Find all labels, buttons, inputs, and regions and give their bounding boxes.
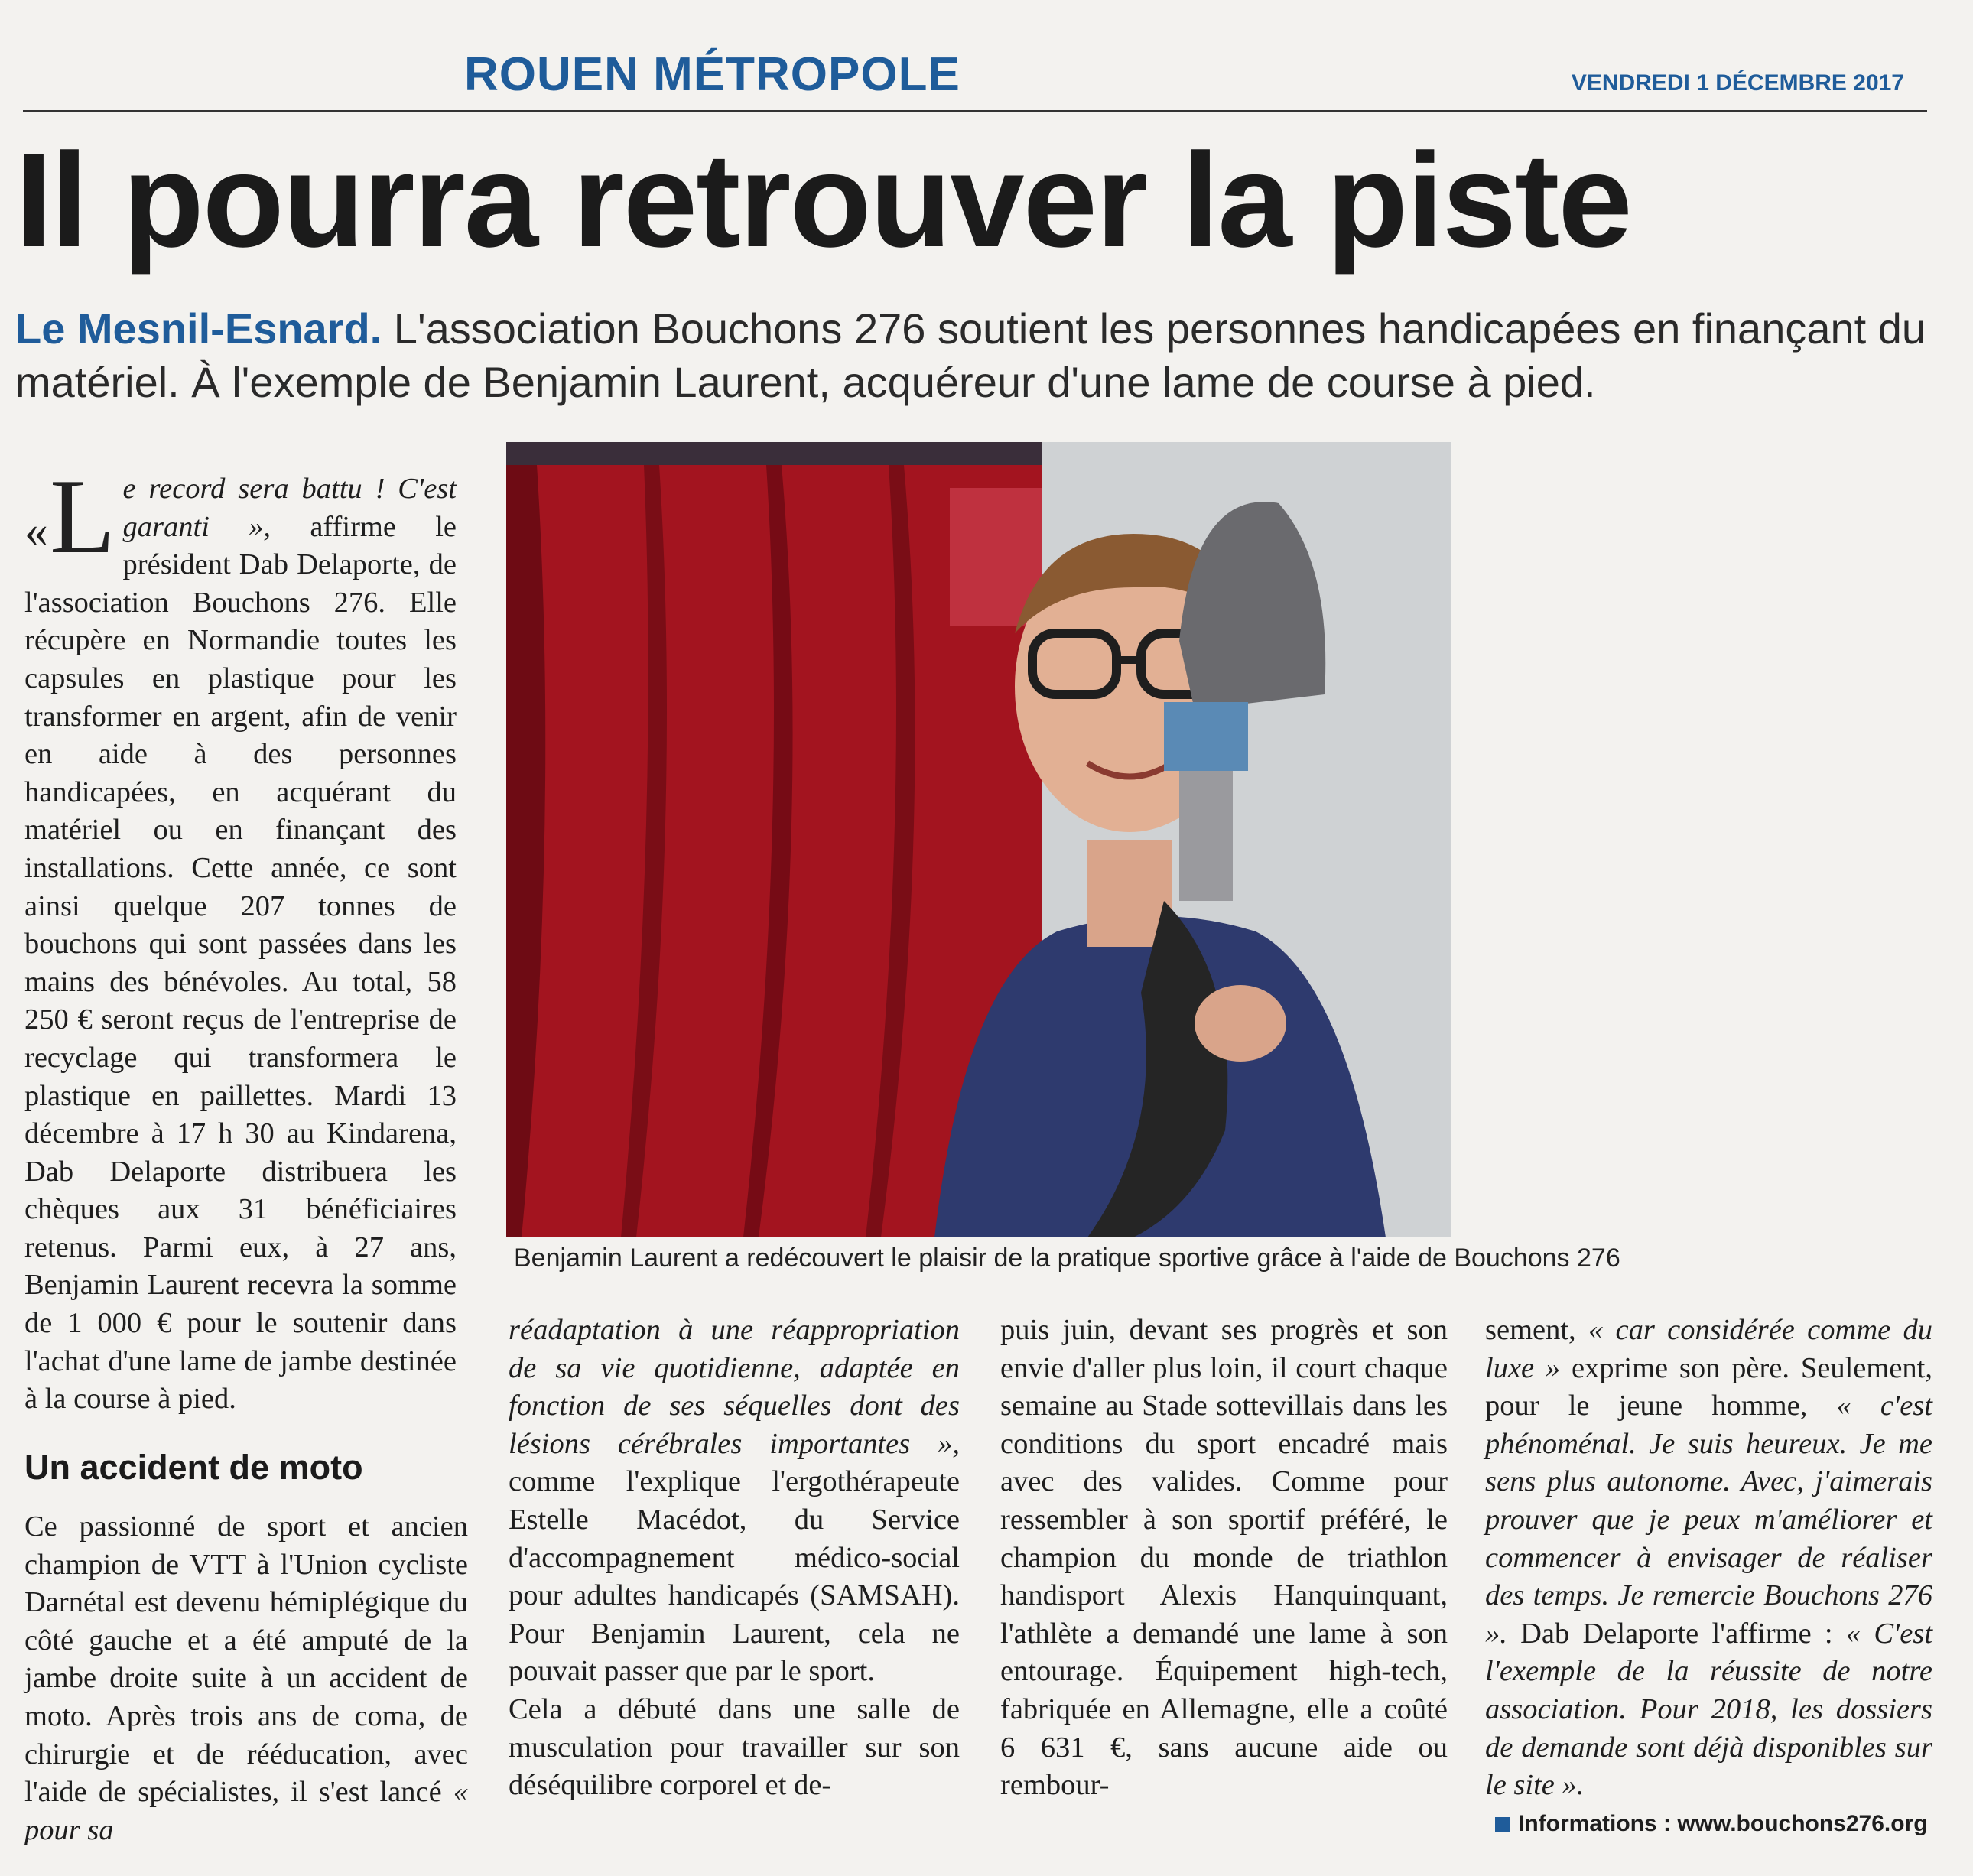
info-bullet-icon <box>1495 1817 1510 1832</box>
info-label: Informations : www.bouchons276.org <box>1518 1811 1928 1836</box>
column-2-quote: réadaptation à une réappropriation de sa vie quotidienne, adaptée en fonction de ses séquelles dont des lésions cérébrales importantes », <box>509 1314 960 1460</box>
article-column-1b <box>24 1508 468 1849</box>
column-4-quote-c: « C'est l'exemple de la réussite de notre association. Pour 2018, les dossiers de demande sont déjà disponibles sur le site ». <box>1485 1617 1933 1802</box>
header-rule <box>23 110 1927 112</box>
issue-date: VENDREDI 1 DÉCEMBRE 2017 <box>1571 70 1904 96</box>
headline: Il pourra retrouver la piste <box>15 126 1631 275</box>
open-quote: « <box>24 506 48 558</box>
article-photo <box>506 442 1451 1237</box>
article-column-2 <box>509 1312 960 1805</box>
column-4-text-c: Dab Delaporte l'affirme : <box>1520 1617 1833 1650</box>
subhead: Un accident de moto <box>24 1448 363 1487</box>
lead-quote: e record sera battu ! C'est garanti », <box>122 473 457 543</box>
deck-place: Le Mesnil-Esnard. <box>15 304 382 353</box>
drop-cap: L <box>50 457 115 576</box>
info-line <box>1495 1811 1928 1837</box>
article-column-4 <box>1485 1312 1932 1805</box>
section-title: ROUEN MÉTROPOLE <box>464 48 960 101</box>
column-1-text: affirme le président Dab Delaporte, de l'association Bouchons 276. Elle récupère en Normandie toutes les capsules en plastique pour les transformer en argent, afin de venir en aide à des personnes handicapées, en acquérant du matériel ou en finançant des installations. Cette année, ce sont ainsi quelque 207 tonnes de bouchons qui sont passées dans les mains des bénévoles. Au total, 58 250 € seront reçus de l'entreprise de recyclage qui transformera le plastique en paillettes. Mardi 13 décembre à 17 h 30 au Kindarena, Dab Delaporte distribuera les chèques aux 31 bénéficiaires retenus. Parmi eux, à 27 ans, Benjamin Laurent recevra la somme de 1 000 € pour le soutenir dans l'achat d'une lame de jambe destinée à la course à pied. <box>24 510 457 1416</box>
photo-caption: Benjamin Laurent a redécouvert le plaisir de la pratique sportive grâce à l'aide de Bouchons 276 <box>514 1244 1620 1273</box>
column-2-text: comme l'explique l'ergothérapeute Estelle Macédot, du Service d'accompagnement médico-social pour adultes handicapés (SAMSAH). Pour Benjamin Laurent, cela ne pouvait passer que par le sport. <box>509 1465 960 1688</box>
article-column-1 <box>24 457 457 1419</box>
column-4-text-a: sement, <box>1485 1314 1576 1346</box>
column-1b-quote: « pour sa <box>24 1776 469 1846</box>
column-2-text-2: Cela a débuté dans une salle de musculation pour travailler sur son déséquilibre corporel et de- <box>509 1692 960 1802</box>
column-4-quote-a: « car considérée comme du luxe » <box>1485 1314 1933 1384</box>
deck <box>15 302 1927 409</box>
column-1b-text: Ce passionné de sport et ancien champion de VTT à l'Union cycliste Darnétal est devenu hémiplégique du côté gauche et a été amputé de la jambe droite suite à un accident de moto. Après trois ans de coma, de chirurgie et de rééducation, avec l'aide de spécialistes, il s'est lancé <box>24 1510 468 1809</box>
deck-text: L'association Bouchons 276 soutient les personnes handicapées en finançant du matériel. À l'exemple de Benjamin Laurent, acquéreur d'une lame de course à pied. <box>15 304 1926 406</box>
column-4-quote-b: « c'est phénoménal. Je suis heureux. Je me sens plus autonome. Avec, j'aimerais prouver que je peux m'améliorer et commencer à envisager de réaliser des temps. Je remercie Bouchons 276 ». <box>1485 1390 1933 1650</box>
article-column-3 <box>1000 1312 1448 1805</box>
photo-illustration <box>506 442 1451 1237</box>
column-3-text: puis juin, devant ses progrès et son envie d'aller plus loin, il court chaque semaine au Stade sottevillais dans les conditions du sport encadré mais avec des valides. Comme pour ressembler à son sportif préféré, le champion du monde de triathlon handisport Alexis Hanquinquant, l'athlète a demandé une lame à son entourage. Équipement high-tech, fabriquée en Allemagne, elle a coûté 6 631 €, sans aucune aide ou rembour- <box>1000 1314 1448 1802</box>
column-4-text-b: exprime son père. Seulement, pour le jeune homme, <box>1485 1351 1932 1422</box>
